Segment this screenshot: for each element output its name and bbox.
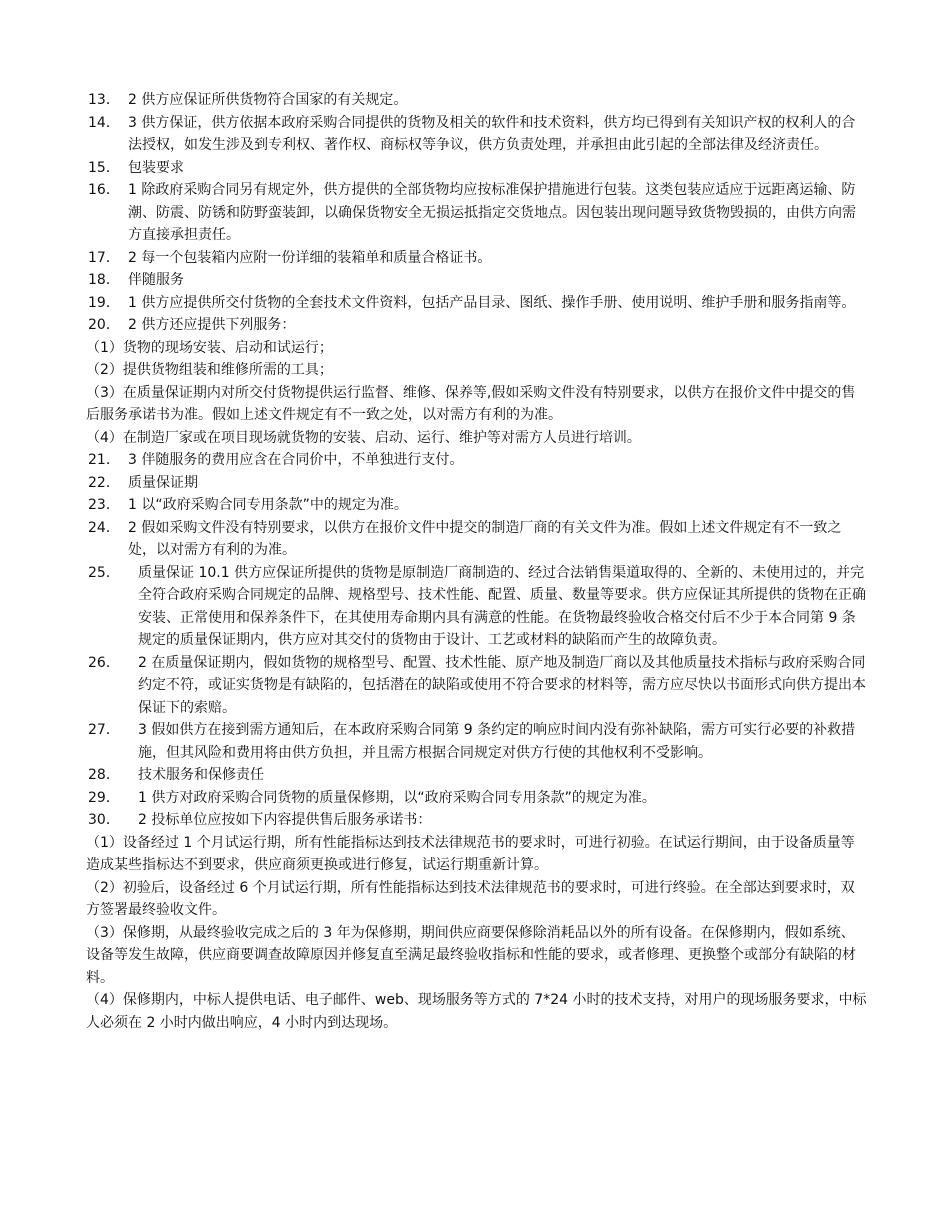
clause-number: 24． (88, 519, 120, 536)
clause-text: 1 供方应提供所交付货物的全套技术文件资料，包括产品目录、图纸、操作手册、使用说明、维护手册和服务指南等。 (128, 294, 856, 311)
clause-item (88, 157, 868, 180)
clause-item (88, 517, 868, 562)
clause-text: 2 在质量保证期内，假如货物的规格型号、配置、技术性能、原产地及制造厂商以及其他质量技术指标与政府采购合同约定不符，或证实货物是有缺陷的，包括潜在的缺陷或使用不符合要求的材料等，需方应尽快以书面形式向供方提出本保证下的索赔。 (138, 654, 866, 716)
clause-text: 2 假如采购文件没有特别要求，以供方在报价文件中提交的制造厂商的有关文件为准。假如上述文件规定有不一致之处，以对需方有利的为准。 (128, 519, 842, 558)
sub-clause: （2）提供货物组装和维修所需的工具； (86, 362, 333, 378)
clause-number: 22． (88, 474, 120, 491)
clause-text: 质量保证 10.1 供方应保证所提供的货物是原制造厂商制造的、经过合法销售渠道取得的、全新的、未使用过的，并完全符合政府采购合同规定的品牌、规格型号、技术性能、配置、质量、数量等要求。供方应保证其所提供的货物在正确安装、正常使用和保养条件下，在其使用寿命期内具有满意的性能。在货物最终验收合格交付后不少于本合同第 9 条规定的质量保证期内，供方应对其交付的货物由于设计、工艺或材料的缺陷而产生的故障负责。 (138, 564, 866, 648)
sub-clause: （4）保修期内，中标人提供电话、电子邮件、web、现场服务等方式的 7*24 小时的技术支持，对用户的现场服务要求，中标人必须在 2 小时内做出响应，4 小时内到达现场。 (86, 992, 867, 1031)
clause-item (88, 652, 868, 720)
document-body (88, 89, 868, 1034)
clause-item (88, 764, 868, 787)
clause-number: 29． (88, 789, 120, 806)
clause-number: 30． (88, 812, 120, 828)
clause-item (88, 269, 868, 292)
clause-item (88, 787, 868, 810)
clause-item (88, 494, 868, 517)
clause-number: 26． (88, 654, 120, 671)
clause-item (88, 247, 868, 270)
clause-text: 1 除政府采购合同另有规定外，供方提供的全部货物均应按标准保护措施进行包装。这类包装应适应于远距离运输、防潮、防震、防锈和防野蛮装卸，以确保货物安全无损运抵指定交货地点。因包装出现问题导致货物毁损的，由供方向需方直接承担责任。 (128, 182, 856, 243)
clause-number: 18． (88, 272, 120, 288)
clause-text: 2 供方还应提供下列服务： (128, 317, 296, 333)
clause-text: 包装要求 (128, 159, 184, 176)
clause-text: 2 供方应保证所供货物符合国家的有关规定。 (128, 92, 408, 108)
clause-number: 20． (88, 317, 120, 333)
clause-number: 17． (88, 249, 120, 266)
clause-number: 19． (88, 294, 120, 311)
clause-text: 质量保证期 (128, 474, 198, 491)
clause-number: 23． (88, 497, 120, 513)
clause-item (88, 314, 868, 337)
clause-item (88, 562, 868, 652)
clause-text: 2 投标单位应按如下内容提供售后服务承诺书： (138, 812, 432, 828)
clause-text: 2 每一个包装箱内应附一份详细的装箱单和质量合格证书。 (128, 249, 492, 266)
clause-item (88, 472, 868, 495)
clause-item (88, 809, 868, 832)
clause-text: 1 以“政府采购合同专用条款”中的规定为准。 (128, 497, 408, 513)
clause-number: 14． (88, 114, 120, 131)
clause-item (88, 449, 868, 472)
clause-number: 27． (88, 722, 120, 738)
clause-text: 3 供方保证，供方依据本政府采购合同提供的货物及相关的软件和技术资料，供方均已得到有关知识产权的权利人的合法授权，如发生涉及到专利权、著作权、商标权等争议，供方负责处理，并承担由此引起的全部法律及经济责任。 (128, 114, 856, 153)
clause-number: 21． (88, 452, 120, 468)
sub-clause: （4）在制造厂家或在项目现场就货物的安装、启动、运行、维护等对需方人员进行培训。 (86, 429, 641, 446)
clause-text: 3 伴随服务的费用应含在合同价中，不单独进行支付。 (128, 452, 464, 468)
clause-item (88, 112, 868, 157)
sub-clause: （3）在质量保证期内对所交付货物提供运行监督、维修、保养等,假如采购文件没有特别要求，以供方在报价文件中提交的售后服务承诺书为准。假如上述文件规定有不一致之处，以对需方有利的为准。 (86, 384, 856, 423)
sub-clause: （1）货物的现场安装、启动和试运行； (86, 339, 333, 356)
clause-item (88, 179, 868, 247)
clause-text: 1 供方对政府采购合同货物的质量保修期，以“政府采购合同专用条款”的规定为准。 (138, 789, 656, 806)
clause-item (88, 719, 868, 764)
sub-clause: （2）初验后，设备经过 6 个月试运行期，所有性能指标达到技术法律规范书的要求时，可进行终验。在全部达到要求时，双方签署最终验收文件。 (86, 879, 855, 918)
sub-clause: （3）保修期，从最终验收完成之后的 3 年为保修期，期间供应商要保修除消耗品以外的所有设备。在保修期内，假如系统、设备等发生故障，供应商要调查故障原因并修复直至满足最终验收指标和性能的要求，或者修理、更换整个或部分有缺陷的材料。 (86, 924, 856, 986)
clause-item (88, 89, 868, 112)
clause-text: 技术服务和保修责任 (138, 767, 264, 783)
clause-item (88, 292, 868, 315)
clause-text: 伴随服务 (128, 272, 184, 288)
clause-number: 25． (88, 564, 120, 581)
clause-number: 16． (88, 182, 120, 198)
sub-clause: （1）设备经过 1 个月试运行期，所有性能指标达到技术法律规范书的要求时，可进行初验。在试运行期间，由于设备质量等造成某些指标达不到要求，供应商须更换或进行修复，试运行期重新计算。 (86, 834, 855, 873)
clause-number: 13． (88, 92, 120, 108)
clause-number: 15． (88, 159, 120, 176)
clause-number: 28． (88, 767, 120, 783)
clause-text: 3 假如供方在接到需方通知后，在本政府采购合同第 9 条约定的响应时间内没有弥补缺陷，需方可实行必要的补救措施，但其风险和费用将由供方负担，并且需方根据合同规定对供方行使的其他权利不受影响。 (138, 722, 856, 761)
